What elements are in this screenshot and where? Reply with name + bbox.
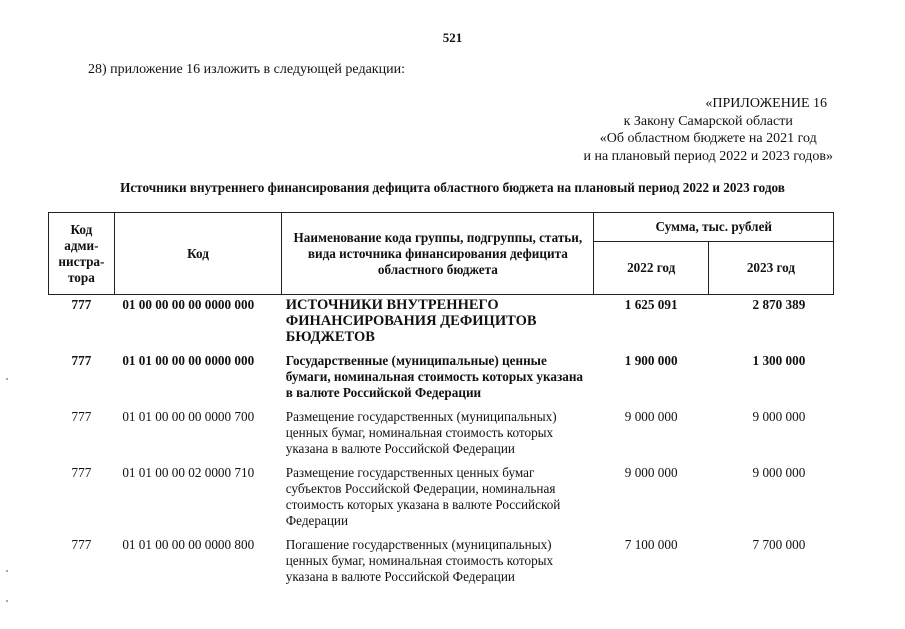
cell-2023: 7 700 000 — [752, 537, 806, 552]
header-admin-code: Код адми-нистра-тора — [49, 213, 115, 295]
cell-name: Размещение государственных ценных бумаг субъектов Российской Федерации, номинальная стоимость которых указана в валюте Российской Федерации — [285, 465, 561, 528]
cell-name: ИСТОЧНИКИ ВНУТРЕННЕГО ФИНАНСИРОВАНИЯ ДЕФИЦИТОВ БЮДЖЕТОВ — [285, 297, 537, 345]
cell-admin: 777 — [71, 465, 92, 480]
appendix-line-4: и на плановый период 2022 и 2023 годов» — [583, 148, 833, 164]
table-row — [49, 351, 834, 407]
cell-admin: 777 — [71, 297, 92, 312]
cell-2023: 9 000 000 — [752, 465, 806, 480]
scan-speck — [6, 570, 8, 572]
intro-text: 28) приложение 16 изложить в следующей редакции: — [88, 62, 405, 77]
scan-speck — [6, 600, 8, 602]
cell-code: 01 01 00 00 00 0000 000 — [122, 353, 255, 368]
table-title: Источники внутреннего финансирования дефицита областного бюджета на плановый период 2022 и 2023 годов — [120, 180, 785, 195]
table-body — [49, 295, 834, 592]
page-number: 521 — [442, 30, 463, 45]
cell-admin: 777 — [71, 353, 92, 368]
cell-2023: 9 000 000 — [752, 409, 806, 424]
cell-name: Государственные (муниципальные) ценные бумаги, номинальная стоимость которых указана в валюте Российской Федерации — [285, 353, 584, 400]
cell-code: 01 01 00 00 00 0000 800 — [122, 537, 255, 552]
header-code: Код — [114, 213, 281, 295]
appendix-line-3: «Об областном бюджете на 2021 год — [599, 131, 817, 146]
header-year-2022: 2022 год — [594, 242, 708, 295]
header-year-2023: 2023 год — [708, 242, 833, 295]
table-row — [49, 463, 834, 535]
cell-2023: 1 300 000 — [752, 353, 806, 368]
cell-code: 01 01 00 00 00 0000 700 — [122, 409, 255, 424]
header-sum: Сумма, тыс. рублей — [594, 213, 834, 242]
cell-name: Погашение государственных (муниципальных) ценных бумаг, номинальная стоимость которых указана в валюте Российской Федерации — [285, 537, 554, 584]
cell-2023: 2 870 389 — [752, 297, 806, 312]
table-row — [49, 295, 834, 352]
appendix-line-2: к Закону Самарской области — [623, 113, 793, 129]
table-row — [49, 535, 834, 591]
cell-code: 01 01 00 00 02 0000 710 — [122, 465, 255, 480]
table-row — [49, 407, 834, 463]
scan-speck — [6, 378, 8, 380]
header-name: Наименование кода группы, подгруппы, статьи, вида источника финансирования дефицита областного бюджета — [282, 213, 594, 295]
cell-admin: 777 — [71, 409, 92, 424]
appendix-header — [583, 95, 833, 165]
table-header — [49, 213, 834, 295]
cell-2022: 1 625 091 — [624, 297, 678, 312]
cell-2022: 9 000 000 — [624, 409, 678, 424]
cell-2022: 7 100 000 — [624, 537, 678, 552]
cell-admin: 777 — [71, 537, 92, 552]
cell-2022: 1 900 000 — [624, 353, 678, 368]
appendix-line-1: «ПРИЛОЖЕНИЕ 16 — [705, 96, 827, 111]
financing-sources-table — [48, 212, 834, 591]
cell-name: Размещение государственных (муниципальных) ценных бумаг, номинальная стоимость которых указана в валюте Российской Федерации — [285, 409, 557, 456]
cell-code: 01 00 00 00 00 0000 000 — [122, 297, 255, 312]
cell-2022: 9 000 000 — [624, 465, 678, 480]
